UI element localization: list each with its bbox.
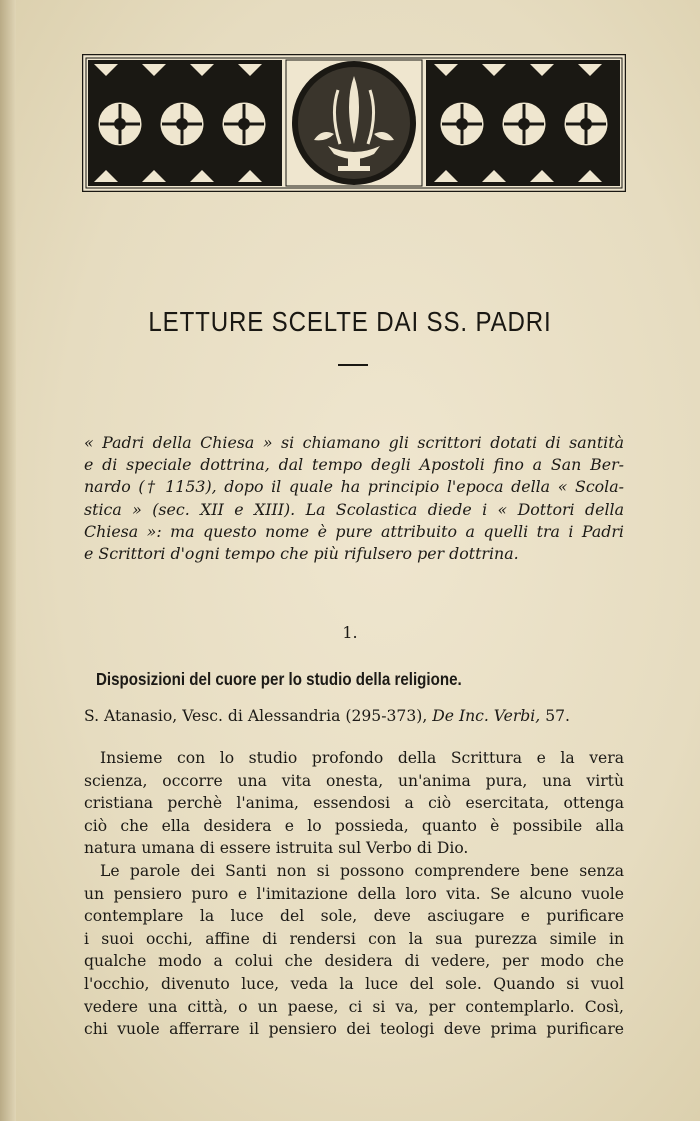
intro-line: e Scrittori d'ogni tempo che più rifulsero per dottrina.: [84, 544, 519, 564]
source-work: De Inc. Verbi,: [432, 707, 541, 725]
body-text: [84, 747, 624, 1041]
body-line: ciò che ella desidera e lo possieda, quanto è possibile alla: [84, 816, 624, 835]
center-medallion: [286, 60, 422, 186]
body-line: Le parole dei Santi non si possono comprendere bene senza: [100, 861, 624, 880]
intro-line: stica » (sec. XII e XIII). La Scolastica diede i « Dottori della: [84, 499, 624, 519]
source-citation: [84, 707, 644, 725]
section-heading: Disposizioni del cuore per lo studio della religione.: [96, 669, 462, 689]
page-title: LETTURE SCELTE DAI SS. PADRI: [148, 306, 552, 337]
body-line: un pensiero puro e l'imitazione della loro vita. Se alcuno vuole: [84, 884, 624, 903]
decorative-header-ornament: [82, 54, 626, 192]
body-line: contemplare la luce del sole, deve asciugare e purificare: [84, 907, 624, 926]
section-number: 1.: [342, 623, 358, 642]
body-line: Insieme con lo studio profondo della Scrittura e la vera: [100, 749, 624, 767]
source-author: S. Atanasio, Vesc. di Alessandria (295-373),: [84, 707, 428, 725]
body-line: qualche modo a colui che desidera di vedere, per modo che: [84, 952, 624, 971]
body-line: vedere una città, o un paese, ci si va, per contemplarlo. Così,: [84, 997, 624, 1016]
source-ref: 57.: [545, 707, 571, 725]
intro-paragraph: [84, 432, 624, 565]
intro-line: « Padri della Chiesa » si chiamano gli scrittori dotati di santità: [84, 433, 624, 452]
body-line: natura umana di essere istruita sul Verbo di Dio.: [84, 839, 469, 858]
body-line: l'occhio, divenuto luce, veda la luce del sole. Quando si vuol: [84, 974, 624, 993]
body-line: chi vuole afferrare il pensiero dei teologi deve prima purificare: [84, 1020, 624, 1039]
body-line: i suoi occhi, affine di rendersi con la sua purezza simile in: [84, 929, 624, 948]
body-line: scienza, occorre una vita onesta, un'anima pura, una virtù: [84, 771, 624, 790]
intro-line: Chiesa »: ma questo nome è pure attribuito a quelli tra i Padri: [84, 521, 624, 541]
body-line: cristiana perchè l'anima, essendosi a ciò esercitata, ottenga: [84, 794, 624, 813]
title-rule: [338, 364, 368, 366]
book-gutter: [0, 0, 16, 1121]
right-ornament-panel: [426, 60, 620, 186]
intro-line: e di speciale dottrina, dal tempo degli Apostoli fino a San Ber-: [84, 455, 624, 475]
intro-line: nardo († 1153), dopo il quale ha principio l'epoca della « Scola-: [84, 477, 624, 497]
left-ornament-panel: [88, 60, 282, 186]
